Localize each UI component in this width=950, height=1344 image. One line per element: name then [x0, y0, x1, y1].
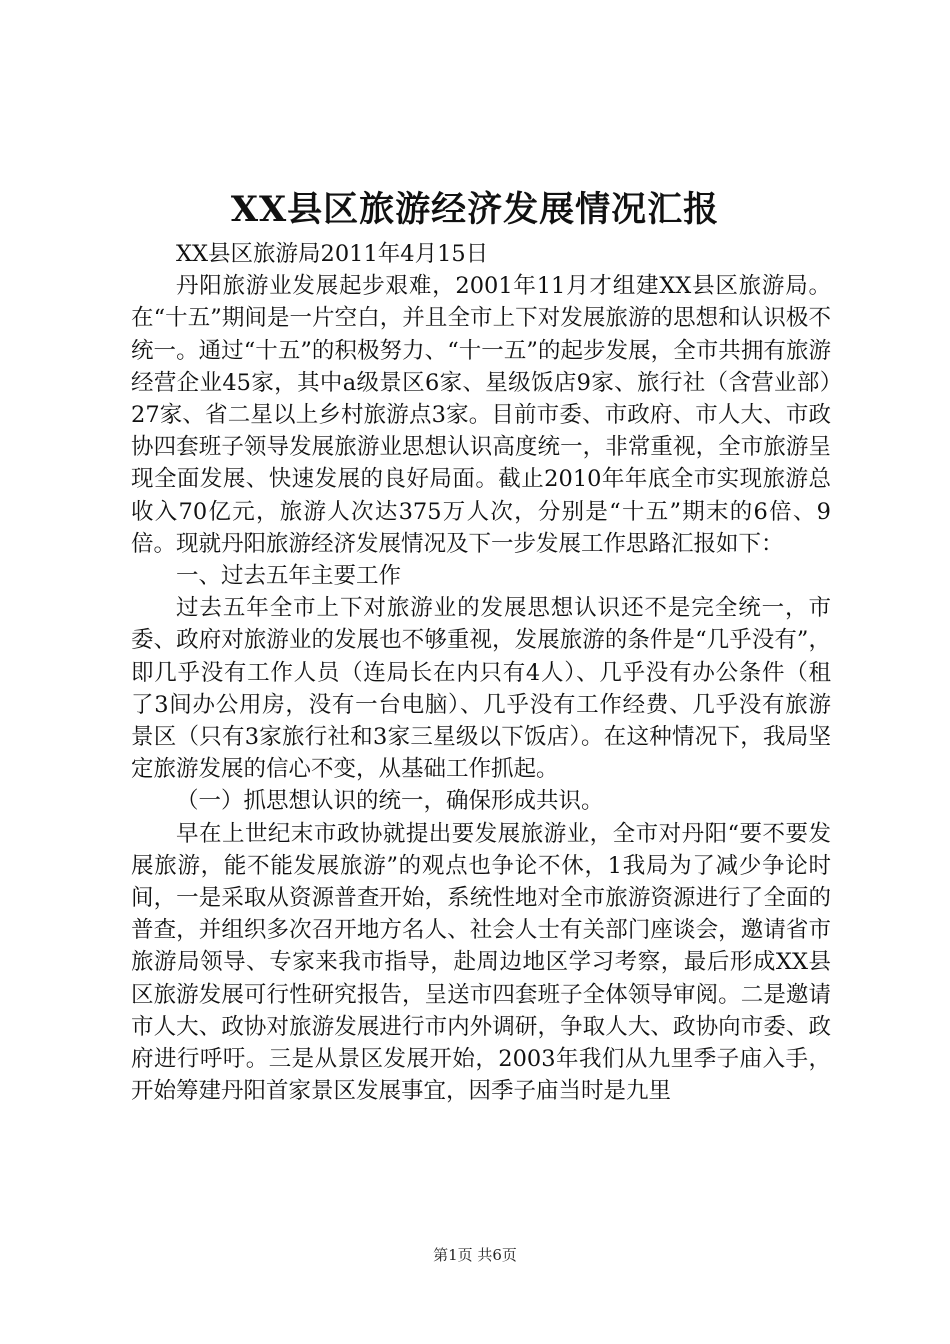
- section-heading-1: 一、过去五年主要工作: [176, 563, 402, 590]
- document-title: XX县区旅游经济发展情况汇报: [230, 189, 720, 230]
- byline: XX县区旅游局2011年4月15日: [176, 241, 489, 267]
- document-body: [131, 238, 831, 1107]
- subsection-heading-1: （一）抓思想认识的统一，确保形成共识。: [176, 788, 604, 815]
- paragraph-past-work: 过去五年全市上下对旅游业的发展思想认识还不是完全统一，市委、政府对旅游业的发展也不够重视，发展旅游的条件是“几乎没有”，即几乎没有工作人员（连局长在内只有4人）、几乎没有办公条件（租了3间办公用房，没有一台电脑）、几乎没有工作经费、几乎没有旅游景区（只有3家旅行社和3家三星级以下饭店）。在这种情况下，我局坚定旅游发展的信心不变，从基础工作抓起。: [131, 595, 831, 783]
- paragraph-intro: 丹阳旅游业发展起步艰难，2001年11月才组建XX县区旅游局。在“十五”期间是一片空白，并且全市上下对发展旅游的思想和认识极不统一。通过“十五”的积极努力、“十一五”的起步发展，全市共拥有旅游经营企业45家，其中a级景区6家、星级饭店9家、旅行社（含营业部）27家、省二星以上乡村旅游点3家。目前市委、市政府、市人大、市政协四套班子领导发展旅游业思想认识高度统一，非常重视，全市旅游呈现全面发展、快速发展的良好局面。截止2010年年底全市实现旅游总收入70亿元，旅游人次达375万人次，分别是“十五”期末的6倍、9倍。现就丹阳旅游经济发展情况及下一步发展工作思路汇报如下：: [131, 273, 831, 557]
- page-number-footer: 第1页 共6页: [433, 1246, 517, 1264]
- paragraph-consensus: 早在上世纪末市政协就提出要发展旅游业，全市对丹阳“要不要发展旅游，能不能发展旅游”的观点也争论不休，1我局为了减少争论时间，一是采取从资源普查开始，系统性地对全市旅游资源进行了全面的普查，并组织多次召开地方名人、社会人士有关部门座谈会，邀请省市旅游局领导、专家来我市指导，赴周边地区学习考察，最后形成XX县区旅游发展可行性研究报告，呈送市四套班子全体领导审阅。二是邀请市人大、政协对旅游发展进行市内外调研，争取人大、政协向市委、政府进行呼吁。三是从景区发展开始，2003年我们从九里季子庙入手，开始筹建丹阳首家景区发展事宜，因季子庙当时是九里: [131, 820, 831, 1105]
